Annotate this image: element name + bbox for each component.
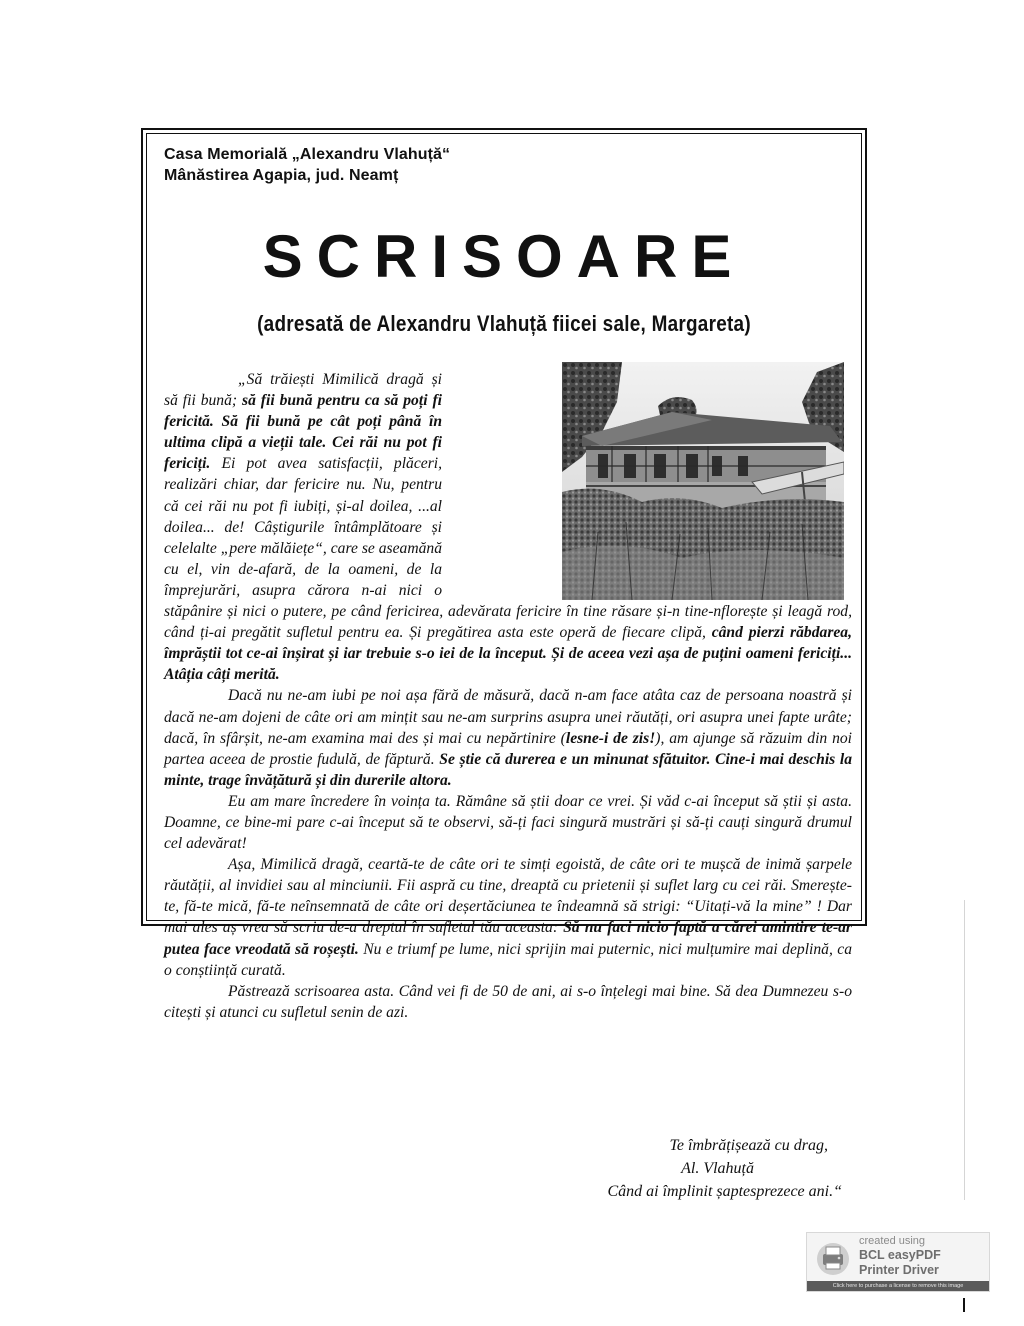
signature-greeting: Te îmbrățișează cu drag,: [669, 1137, 828, 1154]
emphasized-text: Să nu faci nicio faptă a cărei amintire te-ar putea face vreodată să roșești.: [164, 919, 853, 958]
header-line-2: Mânăstirea Agapia, jud. Neamț: [164, 167, 399, 184]
letter-text: Eu am mare încredere în voința ta. Rămâne să știi doar ce vrei. Și văd c-ai început să știi și asta. Doamne, ce bine-mi pare c-ai început să te observi, să-ți faci singură mustrări și să-ți cauți singură drumul cel adevărat!: [164, 792, 852, 853]
letter-paragraph: [164, 854, 852, 981]
scan-edge-line: [963, 1298, 965, 1312]
letter-text: Nu e triumf pe lume, nici sprijin mai puternic, nici mulțumire mai deplină, ca o conștiință curată.: [164, 940, 853, 979]
watermark-license-link[interactable]: Click here to purchase a license to remove this image: [807, 1281, 989, 1291]
printer-icon: [813, 1237, 853, 1277]
letter-paragraph: [164, 791, 852, 854]
letter-text: ), am ajunge să răzuim din noi partea aceea de prostie fudulă, de făptură.: [164, 729, 852, 768]
header-line-1: Casa Memorială „Alexandru Vlahuță“: [164, 146, 451, 163]
document-title: SCRISOARE: [262, 223, 746, 290]
letter-text: Dacă nu ne-am iubi pe noi așa fără de măsură, dacă n-am face atâta caz de persoana noastră și dacă ne-am dojeni de câte ori am mințit sau ne-am surprins asupra unei răutăți, ori asupra unei fapte urâte; dacă, în sfârșit, ne-am examina mai des și mai cu nepărtinire (: [164, 687, 852, 747]
letter-paragraph: [164, 981, 852, 1023]
watermark-product-line2: Printer Driver: [859, 1263, 939, 1277]
document-subtitle: (adresată de Alexandru Vlahuță fiicei sale, Margareta): [257, 311, 751, 336]
letter-paragraph: [164, 685, 852, 790]
watermark-created-text: created using: [859, 1235, 926, 1247]
emphasized-text: când pierzi răbdarea, împrăștii tot ce-ai înșirat și iar trebuie s-o iei de la început. Și de aceea vezi așa de puțini oameni fericiți... Atâția câți merită.: [164, 624, 852, 684]
letter-text: Ei pot avea satisfacții, plăceri, realizări chiar, dar fericire nu. Nu, pentru că cei răi nu pot fi iubiți, și-al doilea, ...al doilea... de! Câștigurile întâmplătoare și celelalte „pere mălăiețe“, care se aseamănă cu el, vin de-afară, de la oameni, de la împrejurări, asupra cărora n-ai nici o stăpânire și nici o putere, pe când fericirea, adevărata fericire în tine răsare și-n tine-nflorește și leagă rod, când ți-ai pregătit sufletul pentru ea. Și pregătirea asta este operă de fiecare clipă,: [164, 455, 852, 642]
emphasized-text: să fii bună pentru ca să poți fi fericită. Să fii bună pe cât poți până în ultima clipă a vieții tale. Cei răi nu pot fi fericiți.: [164, 392, 442, 473]
signature-block: [607, 1134, 842, 1203]
letter-text: Păstrează scrisoarea asta. Când vei fi de 50 de ani, ai s-o înțelegi mai bine. Să dea Dumnezeu s-o citești și atunci cu sufletul senin de azi.: [164, 982, 852, 1021]
letter-text: „Să trăiești Mimilică dragă și să fii bună;: [164, 371, 442, 410]
easypdf-watermark[interactable]: [806, 1232, 990, 1292]
letter-text: Așa, Mimilică dragă, ceartă-te de câte ori te simți egoistă, de câte ori te mușcă de inimă șarpele răutății, al invidiei sau al minciunii. Fii aspră cu tine, dreaptă cu prietenii și suflet larg cu cei răi. Smerește-te, fă-te mică, fă-te neînsemnată de câte ori deșertăciunea te îndeamnă să strigi: “Uitați-vă la mine” ! Dar mai ales aș vrea să scriu de-a dreptul în sufletul tău aceasta:: [164, 856, 852, 937]
emphasized-text: lesne-i de zis!: [565, 729, 656, 747]
scan-edge-mark: [964, 900, 965, 1200]
signature-note: Când ai împlinit șaptesprezece ani.“: [607, 1183, 842, 1200]
signature-name: Al. Vlahuță: [681, 1160, 754, 1177]
photo-space: [454, 369, 852, 601]
letter-body: [164, 369, 852, 1023]
watermark-product-line1: BCL easyPDF: [859, 1248, 941, 1262]
letter-paragraph: [164, 369, 852, 685]
emphasized-text: Se știe că durerea e un minunat sfătuitor. Cine-i mai deschis la minte, trage învățătură și din durerile altora.: [164, 750, 852, 789]
